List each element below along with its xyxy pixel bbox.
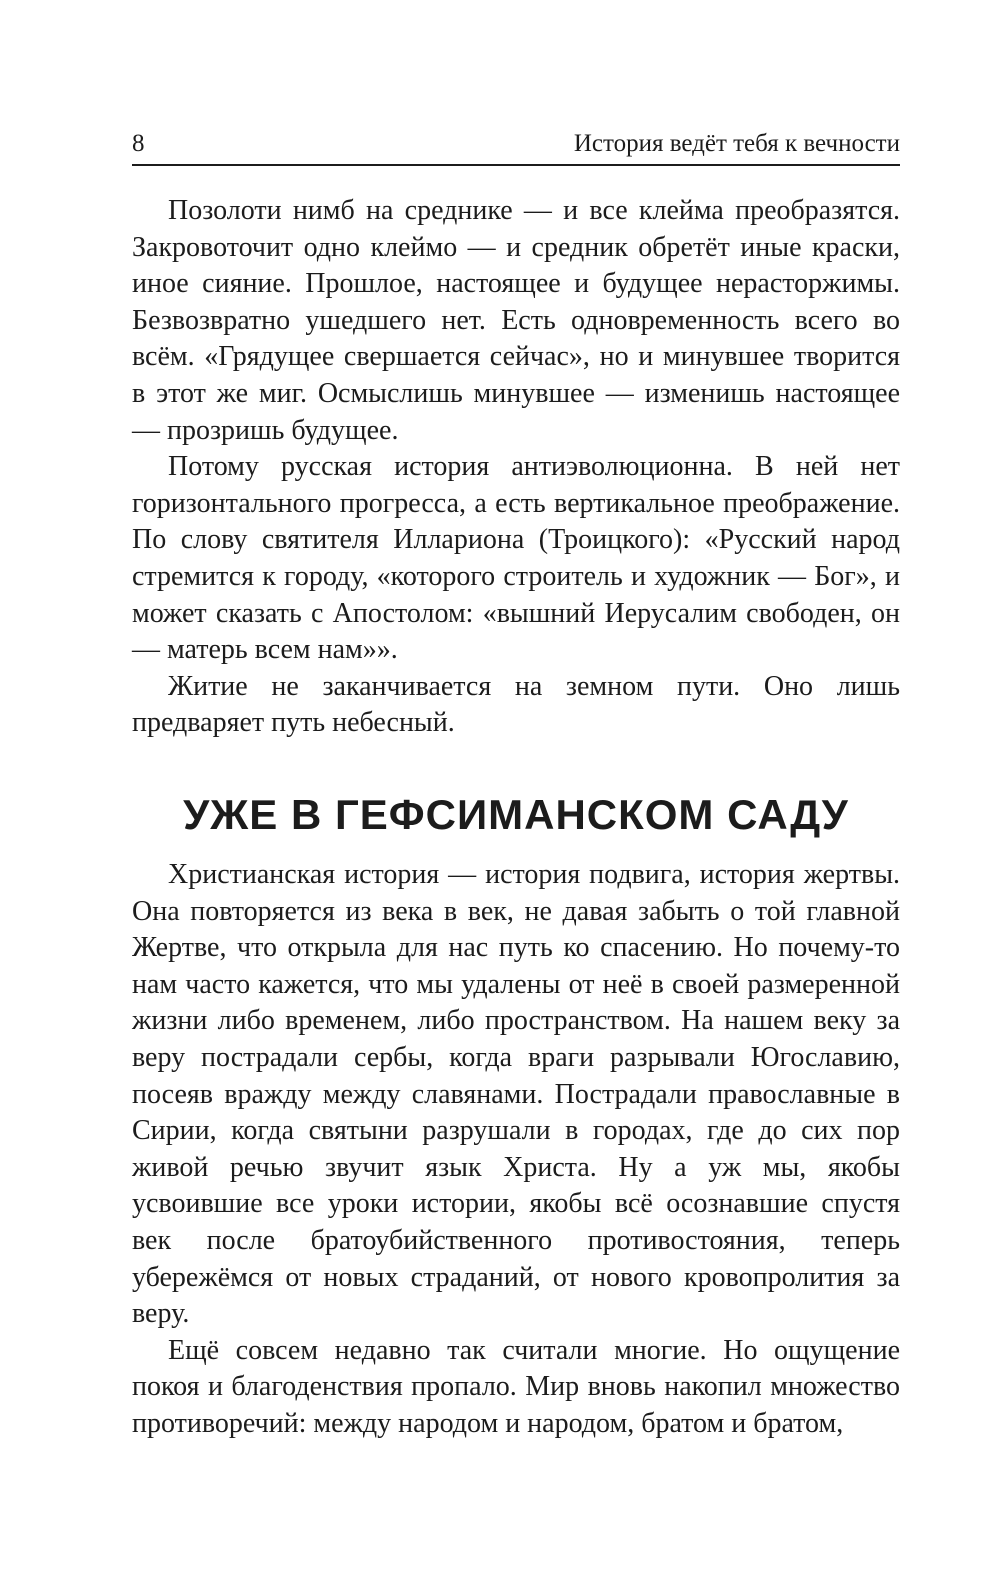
page-number: 8	[132, 130, 145, 157]
paragraph: Позолоти нимб на среднике — и все клейма преобразятся. Закровоточит одно клеймо — и средник обретёт иные краски, иное сияние. Прошлое, настоящее и будущее нерасторжимы. Безвозвратно ушедшего нет. Есть одновременность всего во всём. «Грядущее свершается сейчас», но и минувшее творится в этот же миг. Осмыслишь минувшее — изменишь настоящее — прозришь будущее.	[132, 195, 900, 446]
paragraph: Житие не заканчивается на земном пути. Оно лишь предваряет путь небесный.	[132, 670, 900, 739]
section-heading: УЖЕ В ГЕФСИМАНСКОМ САДУ	[183, 791, 849, 838]
section-2-text	[132, 857, 900, 1443]
paragraph: Ещё совсем недавно так считали многие. Но ощущение покоя и благоденствия пропало. Мир вновь накопил множество противоречий: между народом и народом, братом и братом,	[132, 1334, 900, 1439]
running-title: История ведёт тебя к вечности	[573, 130, 900, 157]
paragraph: Потому русская история антиэволюционна. В ней нет горизонтального прогресса, а есть вертикальное преображение. По слову святителя Иллариона (Троицкого): «Русский народ стремится к городу, «которого строитель и художник — Бог», и может сказать с Апостолом: «вышний Иерусалим свободен, он — матерь всем нам»».	[132, 451, 900, 666]
book-page	[132, 0, 900, 1582]
section-1-text	[132, 193, 900, 742]
page-header	[132, 125, 900, 165]
paragraph: Христианская история — история подвига, история жертвы. Она повторяется из века в век, не давая забыть о той главной Жертве, что открыла для нас путь ко спасению. Но почему-то нам часто кажется, что мы удалены от неё в своей размеренной жизни либо временем, либо пространством. На нашем веку за веру пострадали сербы, когда враги разрывали Югославию, посеяв вражду между славянами. Пострадали православные в Сирии, когда святыни разрушали в городах, где до сих пор живой речью звучит язык Христа. Ну а уж мы, якобы усвоившие все уроки истории, якобы всё осознавшие спустя век после братоубийственного противостояния, теперь убережёмся от новых страданий, от нового кровопролития за веру.	[132, 859, 900, 1330]
header-divider	[132, 164, 900, 166]
